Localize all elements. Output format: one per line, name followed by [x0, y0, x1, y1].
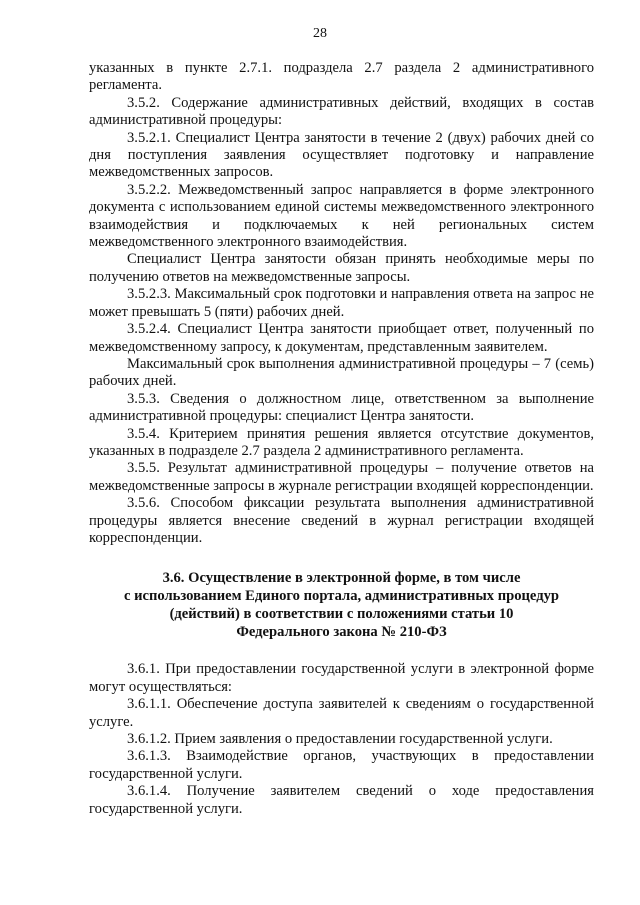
paragraph: 3.5.2.3. Максимальный срок подготовки и направления ответа на запрос не может превышать 5 (пяти) рабочих дней. — [89, 286, 594, 320]
paragraph: 3.5.2.1. Специалист Центра занятости в течение 2 (двух) рабочих дней со дня поступления заявления осуществляет подготовку и направление межведомственных запросов. — [89, 129, 594, 181]
section-heading-line: (действий) в соответствии с положениями статьи 10 — [169, 606, 514, 623]
paragraph: 3.5.2. Содержание административных действий, входящих в состав административной процедуры: — [89, 94, 594, 129]
paragraph: 3.5.5. Результат административной процедуры – получение ответов на межведомственные запросы в журнале регистрации входящей корреспонденции. — [89, 460, 594, 494]
paragraph: 3.5.4. Критерием принятия решения является отсутствие документов, указанных в подразделе 2.7 раздела 2 административного регламента. — [89, 425, 594, 459]
paragraph: 3.5.2.2. Межведомственный запрос направляется в форме электронного документа с использованием единой системы межведомственного электронного взаимодействия и подключаемых к ней региональных систем межведомственного электронного взаимодействия. — [89, 181, 594, 251]
page-number: 28 — [313, 26, 327, 41]
paragraph: 3.6.1. При предоставлении государственной услуги в электронной форме могут осуществляться: — [89, 661, 594, 695]
paragraph: Специалист Центра занятости обязан принять необходимые меры по получению ответов на межведомственные запросы. — [89, 251, 594, 285]
section-heading-line: 3.6. Осуществление в электронной форме, в том числе — [162, 570, 521, 587]
section-heading-line: с использованием Единого портала, административных процедур — [123, 588, 560, 605]
paragraph: 3.6.1.3. Взаимодействие органов, участвующих в предоставлении государственной услуги. — [89, 748, 594, 782]
paragraph: Максимальный срок выполнения административной процедуры – 7 (семь) рабочих дней. — [89, 355, 594, 390]
paragraph: указанных в пункте 2.7.1. подраздела 2.7 раздела 2 административного регламента. — [89, 60, 594, 94]
paragraph: 3.6.1.2. Прием заявления о предоставлении государственной услуги. — [127, 731, 553, 747]
document-body — [89, 60, 594, 818]
section-heading — [89, 569, 594, 641]
paragraph: 3.6.1.1. Обеспечение доступа заявителей к сведениям о государственной услуге. — [89, 696, 594, 730]
paragraph: 3.5.6. Способом фиксации результата выполнения административной процедуры является внесение сведений в журнал регистрации входящей корреспонденции. — [89, 495, 594, 546]
paragraph: 3.5.2.4. Специалист Центра занятости приобщает ответ, полученный по межведомственному запросу, к документам, представленным заявителем. — [89, 321, 594, 355]
paragraph: 3.5.3. Сведения о должностном лице, ответственном за выполнение административной процедуры: специалист Центра занятости. — [89, 390, 594, 425]
paragraph: 3.6.1.4. Получение заявителем сведений о ходе предоставления государственной услуги. — [89, 783, 594, 817]
section-heading-line: Федерального закона № 210-ФЗ — [236, 624, 447, 641]
